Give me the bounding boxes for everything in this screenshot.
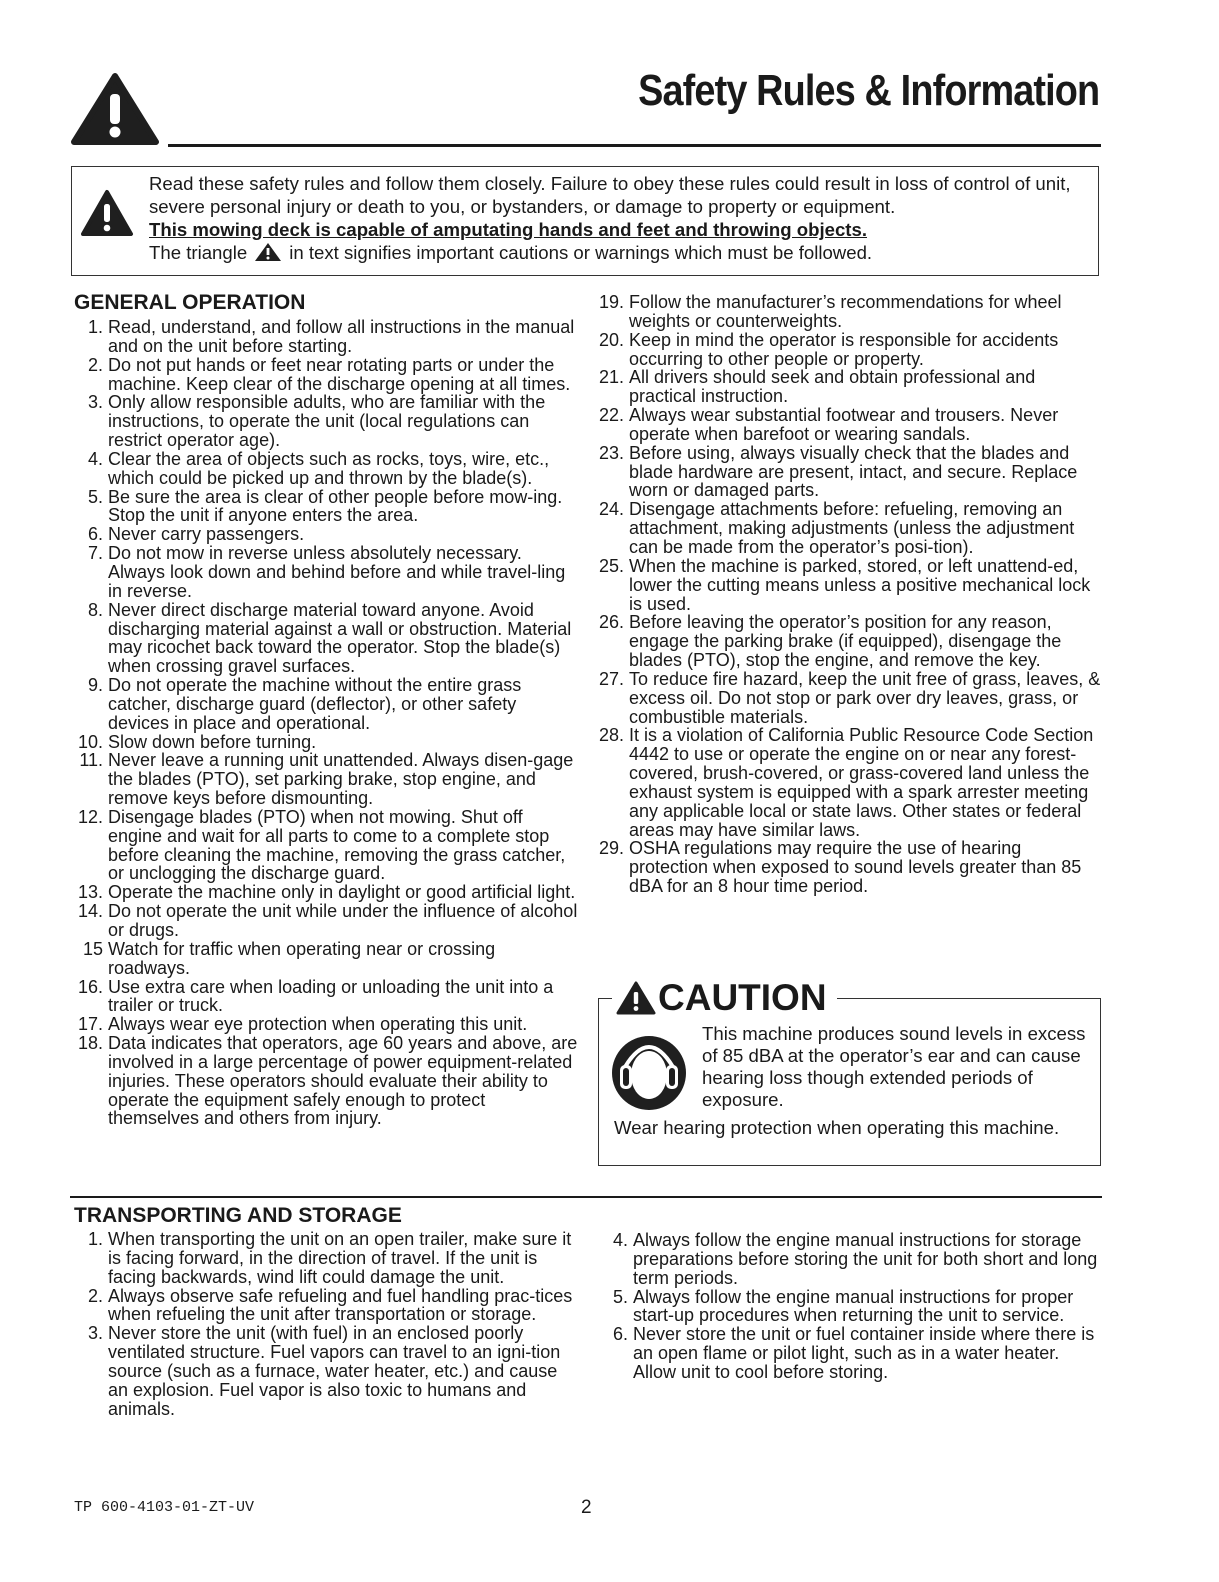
- item-number: 3.: [87, 1323, 103, 1344]
- caution-label: CAUTION: [658, 977, 827, 1018]
- item-number: 24.: [598, 499, 624, 520]
- warning-triangle-icon: [616, 981, 656, 1015]
- item-number: 4.: [87, 448, 103, 469]
- item-text: Never leave a running unit unattended. Always disen-gage the blades (PTO), set parking brake, stop engine, and remove keys before dismounting.: [108, 750, 574, 809]
- list-item: [76, 1324, 581, 1418]
- item-number: 14.: [77, 901, 103, 922]
- list-item: [76, 601, 581, 676]
- item-number: 26.: [598, 612, 624, 633]
- hearing-protection-icon: [611, 1033, 687, 1115]
- list-item: [76, 940, 581, 978]
- item-text: It is a violation of California Public Resource Code Section 4442 to use or operate the engine on or near any forest-covered, brush-covered, or grass-covered land unless the exhaust system is equipped with a spark arrester meeting any applicable local or state laws. Other states or federal areas may have similar laws.: [629, 725, 1094, 840]
- list-item: [76, 808, 581, 883]
- list-item: [597, 331, 1105, 369]
- item-number: 15: [82, 938, 103, 959]
- intro-paragraph: Read these safety rules and follow them closely. Failure to obey these rules could result in loss of control of unit, severe personal injury or death to you, or bystanders, or damage to property or equipment.: [149, 173, 1071, 217]
- item-text: Follow the manufacturer’s recommendations for wheel weights or counterweights.: [629, 292, 1062, 331]
- item-number: 13.: [77, 882, 103, 903]
- document-code: TP 600-4103-01-ZT-UV: [74, 1499, 255, 1516]
- list-item: [597, 726, 1105, 839]
- list-item: [76, 733, 581, 752]
- item-number: 2.: [87, 354, 103, 375]
- item-number: 25.: [598, 555, 624, 576]
- item-text: Always wear eye protection when operating this unit.: [108, 1014, 528, 1035]
- amputation-warning: This mowing deck is capable of amputating hands and feet and throwing objects.: [149, 219, 868, 240]
- item-text: Data indicates that operators, age 60 years and above, are involved in a large percentage of power equipment-related injuries. These operators should evaluate their ability to operate the equipment safely enough to protect themselves and others from injury.: [108, 1033, 578, 1129]
- header-rule: [168, 144, 1101, 147]
- item-text: Never store the unit or fuel container inside where there is an open flame or pilot light, such as in a water heater. Allow unit to cool before storing.: [633, 1324, 1095, 1382]
- caution-text: This machine produces sound levels in excess of 85 dBA at the operator’s ear and can cause hearing loss though extended periods of exposure.: [702, 1023, 1086, 1110]
- item-number: 16.: [77, 976, 103, 997]
- list-item: [597, 406, 1105, 444]
- item-text: Disengage blades (PTO) when not mowing. Shut off engine and wait for all parts to come to a complete stop before cleaning the machine, removing the grass catcher, or unclogging the discharge guard.: [108, 806, 566, 884]
- warning-triangle-icon: [80, 189, 134, 237]
- item-text: When transporting the unit on an open trailer, make sure it is facing forward, in the direction of travel. If the unit is facing backwards, wind lift could damage the unit.: [108, 1229, 572, 1287]
- caution-heading: [612, 976, 837, 1020]
- item-number: 5.: [87, 486, 103, 507]
- item-number: 4.: [612, 1230, 628, 1250]
- item-text: To reduce fire hazard, keep the unit free of grass, leaves, & excess oil. Do not stop or park over dry leaves, grass, or combustible materials.: [629, 668, 1101, 727]
- item-text: Do not operate the machine without the entire grass catcher, discharge guard (deflector), or other safety devices in place and operational.: [108, 675, 522, 733]
- list-item: [601, 1288, 1101, 1326]
- item-text: Do not mow in reverse unless absolutely necessary. Always look down and behind before and while travel-ling in reverse.: [108, 543, 566, 601]
- caution-box: [598, 998, 1101, 1166]
- item-number: 29.: [598, 838, 624, 859]
- warning-triangle-icon: [253, 242, 283, 262]
- list-item: [597, 613, 1105, 670]
- item-text: Before leaving the operator’s position for any reason, engage the parking brake (if equipped), disengage the blades (PTO), stop the engine, and remove the key.: [629, 612, 1062, 671]
- list-item: [597, 670, 1105, 727]
- list-item: [76, 978, 581, 1016]
- item-text: Disengage attachments before: refueling, removing an attachment, making adjustments (unless the adjustment can be made from the operator’s posi-tion).: [629, 499, 1075, 557]
- item-text: Be sure the area is clear of other people before mow-ing. Stop the unit if anyone enters the area.: [108, 486, 563, 526]
- list-item: [597, 368, 1105, 406]
- item-number: 9.: [87, 675, 103, 696]
- list-item: [76, 450, 581, 488]
- item-text: Never store the unit (with fuel) in an enclosed poorly ventilated structure. Fuel vapors can travel to an igni-tion source (such as a furnace, water heater, etc.) and cause an explosion. Fuel vapor is also toxic to humans and animals.: [108, 1323, 561, 1419]
- list-item: [597, 557, 1105, 614]
- item-number: 22.: [598, 405, 624, 426]
- item-text: Do not put hands or feet near rotating parts or under the machine. Keep clear of the discharge opening at all times.: [108, 354, 571, 394]
- transporting-list-left: [76, 1230, 581, 1418]
- list-item: [76, 356, 581, 394]
- triangle-note: [149, 241, 1089, 264]
- list-item: [76, 544, 581, 601]
- item-number: 21.: [598, 367, 624, 388]
- general-operation-list-left: [76, 318, 581, 1128]
- item-text: Do not operate the unit while under the influence of alcohol or drugs.: [108, 901, 578, 940]
- triangle-note-after: in text signifies important cautions or warnings which must be followed.: [289, 242, 873, 263]
- list-item: [597, 500, 1105, 557]
- item-number: 5.: [612, 1286, 628, 1307]
- transporting-list-right: [601, 1231, 1101, 1382]
- item-number: 8.: [87, 599, 103, 620]
- item-text: Always wear substantial footwear and trousers. Never operate when barefoot or wearing sandals.: [629, 405, 1059, 444]
- triangle-note-before: The triangle: [149, 242, 248, 263]
- item-number: 6.: [87, 524, 103, 545]
- general-operation-list-right: [597, 293, 1105, 896]
- item-text: Read, understand, and follow all instructions in the manual and on the unit before starting.: [108, 317, 575, 356]
- item-number: 1.: [87, 317, 103, 337]
- item-text: Never direct discharge material toward anyone. Avoid discharging material against a wall or obstruction. Material may ricochet back toward the operator. Stop the blade(s) when crossing gravel surfaces.: [108, 599, 572, 677]
- item-text: All drivers should seek and obtain professional and practical instruction.: [629, 367, 1036, 407]
- intro-text: [149, 172, 1089, 264]
- item-number: 11.: [79, 750, 103, 771]
- list-item: [76, 318, 581, 356]
- section-divider: [70, 1196, 1102, 1198]
- list-item: [76, 525, 581, 544]
- item-number: 10.: [77, 731, 103, 752]
- item-number: 17.: [77, 1014, 103, 1035]
- list-item: [76, 1287, 581, 1325]
- list-item: [76, 488, 581, 526]
- item-text: Always follow the engine manual instructions for storage preparations before storing the unit for both short and long term periods.: [633, 1230, 1098, 1288]
- item-number: 1.: [87, 1229, 103, 1249]
- item-text: Always observe safe refueling and fuel handling prac-tices when refueling the unit after transportation or storage.: [108, 1285, 573, 1325]
- item-number: 23.: [598, 442, 624, 463]
- section-title-general-operation: GENERAL OPERATION: [74, 291, 306, 314]
- list-item: [76, 883, 581, 902]
- list-item: [76, 393, 581, 450]
- list-item: [597, 444, 1105, 501]
- item-number: 7.: [87, 543, 103, 564]
- item-text: Slow down before turning.: [108, 731, 317, 752]
- list-item: [597, 293, 1105, 331]
- item-text: Never carry passengers.: [108, 524, 305, 545]
- item-text: Before using, always visually check that the blades and blade hardware are present, intact, and secure. Replace worn or damaged parts.: [629, 442, 1078, 501]
- item-text: Clear the area of objects such as rocks, toys, wire, etc., which could be picked up and thrown by the blade(s).: [108, 448, 550, 488]
- item-number: 19.: [598, 292, 624, 312]
- warning-triangle-icon: [70, 72, 160, 146]
- item-number: 6.: [612, 1324, 628, 1345]
- section-title-transporting: TRANSPORTING AND STORAGE: [74, 1204, 402, 1227]
- item-text: Watch for traffic when operating near or crossing roadways.: [108, 938, 496, 978]
- item-number: 18.: [77, 1033, 103, 1054]
- item-text: Always follow the engine manual instructions for proper start-up procedures when returning the unit to service.: [633, 1286, 1074, 1326]
- item-text: Keep in mind the operator is responsible for accidents occurring to other people or property.: [629, 329, 1059, 369]
- item-number: 20.: [598, 329, 624, 350]
- item-number: 28.: [598, 725, 624, 746]
- item-text: Operate the machine only in daylight or good artificial light.: [108, 882, 576, 903]
- caution-footer: Wear hearing protection when operating this machine.: [614, 1117, 1060, 1138]
- item-number: 12.: [77, 806, 103, 827]
- page-title: Safety Rules & Information: [637, 66, 1099, 115]
- item-text: When the machine is parked, stored, or left unattend-ed, lower the cutting means unless a positive mechanical lock is used.: [629, 555, 1091, 614]
- item-number: 3.: [87, 392, 103, 413]
- page-number: 2: [581, 1497, 592, 1518]
- item-number: 27.: [598, 668, 624, 689]
- list-item: [601, 1325, 1101, 1382]
- list-item: [76, 902, 581, 940]
- list-item: [76, 1034, 581, 1128]
- list-item: [597, 839, 1105, 896]
- item-number: 2.: [87, 1285, 103, 1306]
- list-item: [76, 751, 581, 808]
- item-text: Use extra care when loading or unloading the unit into a trailer or truck.: [108, 976, 554, 1016]
- item-text: OSHA regulations may require the use of hearing protection when exposed to sound levels greater than 85 dBA for an 8 hour time period.: [629, 838, 1082, 897]
- list-item: [76, 1015, 581, 1034]
- item-text: Only allow responsible adults, who are familiar with the instructions, to operate the unit (local regulations can restrict operator age).: [108, 392, 546, 451]
- list-item: [76, 676, 581, 733]
- list-item: [76, 1230, 581, 1287]
- list-item: [601, 1231, 1101, 1288]
- intro-box: [71, 166, 1099, 276]
